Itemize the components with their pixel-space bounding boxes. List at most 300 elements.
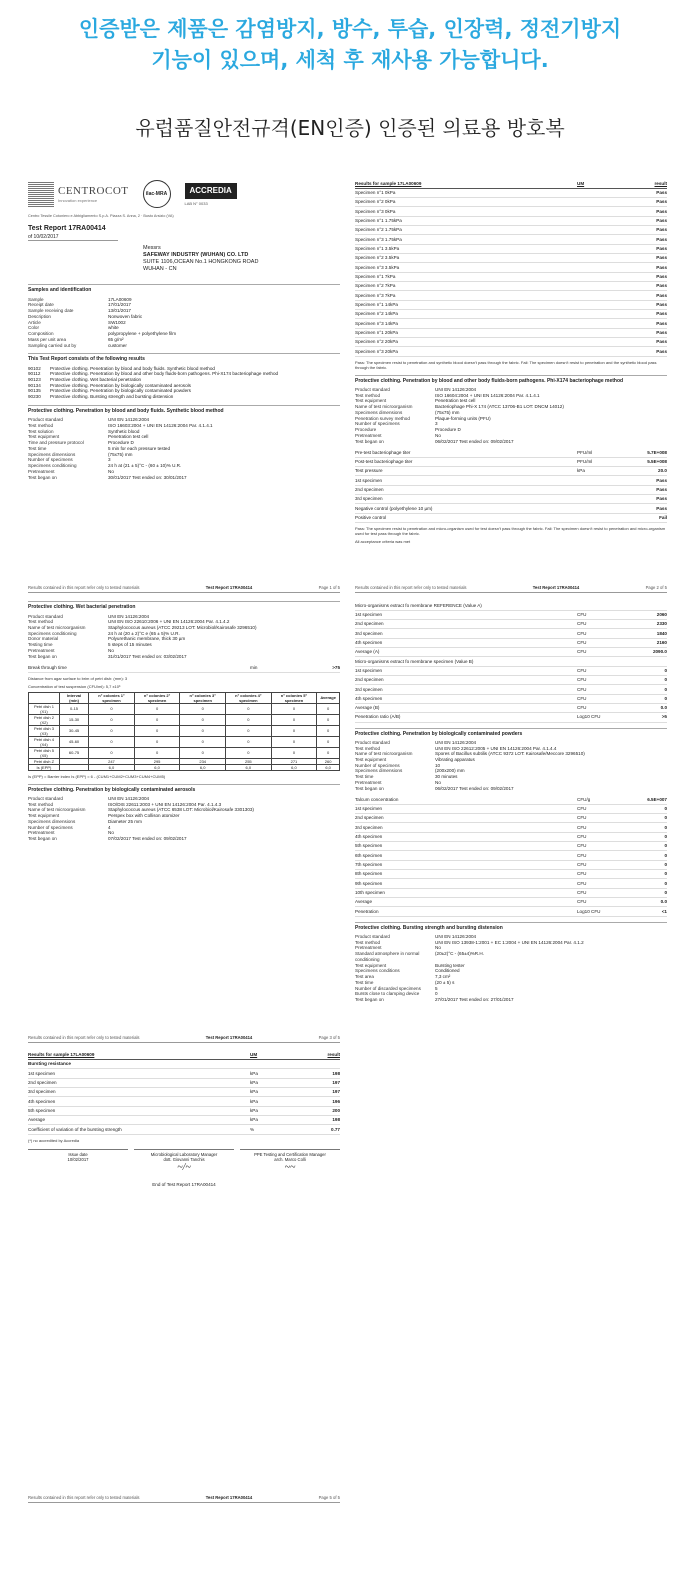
row-unit: Log10 CFU — [577, 907, 627, 916]
header-report: Test Report 17RA00414 — [205, 1035, 253, 1040]
info-value: (75x75) mm — [435, 409, 460, 415]
table-row — [355, 504, 667, 513]
table-row — [355, 897, 667, 906]
grid-cell: Petri dish 5 (X5) — [29, 747, 60, 758]
info-key: Name of test microorganism — [355, 751, 413, 757]
info-key: Sample receiving date — [28, 308, 74, 314]
row-unit — [577, 226, 627, 235]
info-value: Staphylococcus aureus (ATCC 6538 LOT: Microbiol/Kairosafe 3301303) — [108, 807, 254, 813]
info-key: Penetration survey method — [355, 415, 410, 421]
row-label: 4th specimen — [355, 638, 577, 647]
tests-intro: This Test Report consists of the following results — [28, 353, 340, 362]
table-row — [28, 1069, 340, 1078]
synthetic-note: Pass: The specimen resist to penetration and synthetic blood doesn't pass through the fabric. Fail: The specimen doesn't resist to penetration and the synthetic blood pass through the fabric. — [355, 359, 657, 370]
test-item — [28, 394, 340, 400]
table-row — [29, 747, 340, 758]
info-key: Pretreatment — [355, 432, 382, 438]
headline-line1: 인증받은 제품은 감염방지, 방수, 투습, 인장력, 정전기방지 — [78, 17, 622, 41]
grid-cell: 6,0 — [180, 764, 226, 770]
table-row — [29, 736, 340, 747]
table-row — [355, 300, 667, 309]
test-code: 90134 — [28, 382, 41, 388]
info-key: Product standard — [28, 613, 63, 619]
headline — [0, 14, 700, 76]
grid-cell: 0 — [180, 725, 226, 736]
row-label: Average — [355, 897, 577, 906]
report-title: Test Report 17RA00414 — [28, 224, 106, 232]
issue-label: Issue date — [68, 1151, 88, 1157]
grid-cell: 247 — [89, 758, 135, 764]
row-label: 3rd specimen — [355, 629, 577, 638]
bursting-rows — [355, 934, 667, 1003]
row-unit: Log10 CFU — [577, 713, 627, 722]
row-unit: kPa — [250, 1097, 300, 1106]
row-result: 0 — [627, 675, 667, 684]
table-row — [355, 216, 667, 225]
table-row — [355, 842, 667, 851]
info-key: Pretreatment — [28, 647, 55, 653]
row-label: 2nd specimen — [28, 1078, 250, 1087]
row-label: 3rd specimen — [355, 494, 577, 503]
headline-line2: 기능이 있으며, 세척 후 재사용 가능합니다. — [151, 48, 549, 72]
info-key: Number of specimens — [28, 824, 73, 830]
grid-cell: 0 — [180, 703, 226, 714]
phi-note: Pass: The specimen resist to penetration and micro-organism used for test doesn't pass through the fabric. Fail: The specimen doesn't resist to penetration and micro-organism used for test pass through the fabric. — [355, 525, 666, 536]
row-unit — [577, 188, 627, 197]
row-label: 4th specimen — [355, 694, 577, 703]
grid-cell: 6,0 — [134, 764, 180, 770]
row-unit: CFU — [577, 629, 627, 638]
row-label: Specimen n°2 1.75kPa — [355, 226, 577, 235]
grid-cell: 0-15 — [59, 703, 88, 714]
powder-results-table — [355, 795, 667, 916]
info-value: customer — [108, 342, 127, 348]
grid-cell: 0 — [226, 714, 272, 725]
grid-cell: Petri dish 1 (X1) — [29, 703, 60, 714]
info-value: 5 steps of 15 minutes — [108, 642, 152, 648]
info-value: Penetration test cell — [108, 434, 149, 440]
page-number: Page 3 of 5 — [318, 1035, 340, 1040]
row-label: Micro-organisms extract fo membrane specimen (Value B) — [355, 657, 577, 666]
page-number: Page 5 of 5 — [318, 1495, 340, 1500]
info-value: UNI EN 14126:2004 — [435, 739, 477, 745]
row-result: Fail — [627, 513, 667, 522]
bursting-results-table — [28, 1051, 340, 1134]
info-row — [355, 786, 667, 792]
row-label: 4th specimen — [28, 1097, 250, 1106]
grid-cell: Is (EPP) — [29, 764, 60, 770]
grid-cell: 0 — [271, 714, 317, 725]
row-label: Average — [28, 1115, 250, 1124]
info-key: Test method — [355, 939, 381, 945]
table-row — [355, 448, 667, 457]
row-unit — [577, 254, 627, 263]
table-row — [355, 466, 667, 475]
row-unit — [577, 282, 627, 291]
row-label: Specimen n°2 7kPa — [355, 282, 577, 291]
row-result: <1 — [627, 907, 667, 916]
row-unit: CFU — [577, 860, 627, 869]
grid-header-cell: n° colonies 1° specimen — [89, 692, 135, 703]
info-key: Specimens dimensions — [355, 768, 403, 774]
acceptance-note: All acceptance criteria was met — [355, 538, 411, 544]
grid-cell — [59, 764, 88, 770]
info-value: No — [435, 779, 441, 785]
grid-cell: 0 — [226, 747, 272, 758]
info-value: No — [108, 647, 114, 653]
info-value: No — [435, 432, 441, 438]
grid-cell: 0 — [89, 736, 135, 747]
row-label: Specimen n°2 20kPa — [355, 337, 577, 346]
info-key: Pretreatment — [28, 830, 55, 836]
row-label: 6th specimen — [355, 851, 577, 860]
info-key: Pretreatment — [355, 945, 382, 951]
table-row — [355, 226, 667, 235]
row-unit — [577, 337, 627, 346]
row-result: 5.7E+008 — [627, 448, 667, 457]
table-row — [29, 764, 340, 770]
row-result: Pass — [627, 235, 667, 244]
row-label: 1st specimen — [355, 804, 577, 813]
row-label: Average (B) — [355, 703, 577, 712]
grid-cell: 6,0 — [317, 764, 340, 770]
table-row — [355, 254, 667, 263]
info-value: Bacteriophage Phi-X 174 (ATCC 13706-B1 LOT: DNCM 14012) — [435, 404, 564, 410]
break-through-label: Break through time — [28, 663, 250, 672]
row-result: 0 — [627, 685, 667, 694]
row-unit — [577, 504, 627, 513]
header-disclaimer: Results contained in this report refer only to tested materials — [28, 1495, 140, 1500]
ppe-signature: ~~ — [284, 1162, 296, 1174]
aerosol-title: Protective clothing. Penetration by biologically contaminated aerosols — [28, 784, 340, 793]
table-row — [355, 263, 667, 272]
grid-cell: 0 — [271, 747, 317, 758]
ppe-manager-name: arch. Marco Colli — [274, 1156, 306, 1162]
row-result: 200 — [300, 1106, 340, 1115]
grid-cell: 0 — [317, 747, 340, 758]
table-row — [355, 629, 667, 638]
row-result: 0 — [627, 832, 667, 841]
row-label: Specimen n°3 3.5kPa — [355, 263, 577, 272]
row-unit: PFU/ml — [577, 457, 627, 466]
lab-number: LAB N° 0033 — [184, 200, 208, 206]
tests-list — [28, 366, 340, 400]
info-value: Perspex box with Collison atomizer — [108, 813, 180, 819]
row-label: Specimen n°1 14kPa — [355, 300, 577, 309]
row-unit: CFU — [577, 694, 627, 703]
table-row — [28, 1106, 340, 1115]
table-row — [355, 244, 667, 253]
info-value: UNI EN 14126:2004 — [108, 613, 150, 619]
grid-cell: 6,0 — [271, 764, 317, 770]
row-unit: CFU — [577, 823, 627, 832]
micro-manager-title: Microbiological Laboratory Manager — [150, 1151, 218, 1157]
info-value: No — [108, 830, 114, 836]
info-key: Test began on — [28, 653, 57, 659]
row-unit: CFU — [577, 675, 627, 684]
row-label: 2nd specimen — [355, 619, 577, 628]
info-value: 7,3 cm² — [435, 974, 451, 980]
row-result: 0 — [627, 666, 667, 675]
table-row — [355, 638, 667, 647]
info-value: (200x200) mm — [435, 768, 465, 774]
row-result: 2330 — [627, 619, 667, 628]
grid-header-cell: n° colonies 4° specimen — [226, 692, 272, 703]
info-key: Test began on — [355, 438, 384, 444]
micro-manager-box — [134, 1149, 234, 1177]
table-row — [355, 328, 667, 337]
results-header: Results for sample 17LA00609 — [355, 180, 577, 188]
row-result: 2060 — [627, 610, 667, 619]
row-unit — [577, 272, 627, 281]
row-unit: CFU — [577, 842, 627, 851]
info-value: Penetration test cell — [435, 398, 476, 404]
row-unit — [577, 494, 627, 503]
table-row — [355, 823, 667, 832]
row-result: 0.0 — [627, 703, 667, 712]
row-result: Pass — [627, 244, 667, 253]
header-report: Test Report 17RA00414 — [532, 585, 580, 590]
row-label: 3rd specimen — [355, 823, 577, 832]
row-result: 0.77 — [300, 1125, 340, 1134]
grid-cell: 0 — [317, 736, 340, 747]
info-row — [355, 951, 667, 962]
info-key: Test time — [355, 979, 374, 985]
row-unit: CFU — [577, 804, 627, 813]
info-value: (20 ± 5) s — [435, 979, 455, 985]
row-unit: CFU — [577, 870, 627, 879]
wet-bacterial-rows — [28, 614, 340, 660]
grid-cell: 0 — [317, 703, 340, 714]
header-disclaimer: Results contained in this report refer only to tested materials — [355, 585, 467, 590]
row-unit: CFU — [577, 879, 627, 888]
row-result: Pass — [627, 476, 667, 485]
info-row — [28, 836, 340, 842]
table-row — [29, 725, 340, 736]
bursting-section: Bursting resistance — [28, 1059, 340, 1068]
info-key: Test solution — [28, 428, 54, 434]
test-code: 90112 — [28, 371, 41, 377]
powder-rows — [355, 740, 667, 792]
header-disclaimer: Results contained in this report refer only to tested materials — [28, 1035, 140, 1040]
row-result: 0 — [627, 814, 667, 823]
centrocot-grid-icon — [28, 181, 54, 207]
row-result: 0 — [627, 851, 667, 860]
report-date: of 10/02/2017 — [28, 234, 118, 241]
row-unit — [577, 207, 627, 216]
issue-date-box — [28, 1149, 128, 1177]
report-page-2 — [355, 180, 667, 560]
table-row — [355, 337, 667, 346]
micro-manager-name: dott. Giovanni Tanchis — [163, 1156, 205, 1162]
messrs-label: Messrs — [143, 244, 161, 251]
info-key: Specimens conditioning — [28, 630, 77, 636]
row-result: Pass — [627, 494, 667, 503]
grid-cell: 60-75 — [59, 747, 88, 758]
row-result: Pass — [627, 328, 667, 337]
table-row — [355, 282, 667, 291]
table-row — [355, 513, 667, 522]
row-result: Pass — [627, 198, 667, 207]
report-page-1 — [28, 180, 340, 540]
info-value: Conditioned — [435, 968, 460, 974]
row-result — [627, 657, 667, 666]
row-unit — [577, 601, 627, 610]
row-unit — [577, 263, 627, 272]
row-result: Pass — [627, 226, 667, 235]
grid-header-cell: Average — [317, 692, 340, 703]
info-key: Color — [28, 325, 39, 331]
company-name: SAFEWAY INDUSTRY (WUHAN) CO. LTD — [143, 251, 249, 258]
row-unit — [577, 328, 627, 337]
info-key: Product standard — [28, 417, 63, 423]
grid-cell: 0 — [226, 736, 272, 747]
row-result: 0 — [627, 879, 667, 888]
issue-date: 10/02/2017 — [67, 1156, 89, 1162]
table-row — [355, 879, 667, 888]
break-through-unit: min — [250, 663, 300, 672]
row-result: 0 — [627, 694, 667, 703]
grid-cell: 15-30 — [59, 714, 88, 725]
table-row — [355, 795, 667, 804]
row-label: Specimen n°3 20kPa — [355, 347, 577, 356]
row-unit: CFU — [577, 888, 627, 897]
grid-cell: 260 — [317, 758, 340, 764]
row-label: 3rd specimen — [28, 1087, 250, 1096]
row-unit — [577, 198, 627, 207]
table-row — [355, 675, 667, 684]
info-value: UNI EN ISO 13938-1:2001 + EC 1:2004 + UNI EN 14126:2004 Par. 4.1.2 — [435, 939, 584, 945]
unit-header: UM — [250, 1051, 300, 1059]
row-unit: CFU — [577, 832, 627, 841]
info-key: Donor material — [28, 636, 59, 642]
row-label: Coefficient of variation of the bursting strength — [28, 1125, 250, 1134]
page-number: Page 1 of 5 — [318, 585, 340, 590]
test-code: 90123 — [28, 377, 41, 382]
info-key: Mass per unit area — [28, 336, 67, 342]
row-result: Pass — [627, 207, 667, 216]
grid-cell: 0 — [134, 703, 180, 714]
table-row — [355, 319, 667, 328]
row-label: Specimen n°2 14kPa — [355, 310, 577, 319]
grid-cell: 0 — [89, 747, 135, 758]
results-header: Results for sample 17LA00609 — [28, 1051, 250, 1059]
table-row — [355, 703, 667, 712]
test-name: Protective clothing. Penetration by biologically contaminated powders — [50, 388, 191, 394]
info-value: (20±2)°C - (65±4)%R.H. — [435, 951, 484, 957]
info-key: Specimens conditions — [355, 968, 400, 974]
header-report: Test Report 17RA00414 — [205, 1495, 253, 1500]
info-key: Test equipment — [28, 434, 60, 440]
grid-cell: Petri dish 3 (X3) — [29, 725, 60, 736]
grid-cell: Petri dish 2 (X2) — [29, 714, 60, 725]
row-result: 198 — [300, 1115, 340, 1124]
info-key: Product standard — [355, 386, 390, 392]
grid-header-cell: Interval (min) — [59, 692, 88, 703]
info-value: Procedure D — [108, 440, 134, 446]
unit-header: UM — [577, 180, 627, 188]
info-key: Test method — [28, 619, 54, 625]
info-key: Test equipment — [355, 962, 387, 968]
info-value: Diameter 25 mm — [108, 818, 142, 824]
info-value: UNI EN 14126:2004 — [435, 933, 477, 939]
page-header — [28, 585, 340, 593]
bursting-title: Protective clothing. Bursting strength and bursting distension — [355, 922, 667, 931]
info-key: Test method — [28, 801, 54, 807]
micro-signature: ~/~ — [177, 1162, 191, 1174]
row-result: Pass — [627, 337, 667, 346]
grid-cell: 0 — [317, 725, 340, 736]
row-unit: kPa — [577, 466, 627, 475]
powder-title: Protective clothing. Penetration by biologically contaminated powders — [355, 728, 667, 737]
info-key: Name of test microorganism — [28, 807, 86, 813]
info-key: Number of specimens — [355, 421, 400, 427]
table-row — [355, 907, 667, 916]
row-result: 20.0 — [627, 466, 667, 475]
info-value: UNI EN ISO 22610:2006 + UNI EN 14126:2004 Par. 4.1.4.2 — [108, 619, 230, 625]
table-row — [355, 291, 667, 300]
grid-cell: Petri dish 4 (X4) — [29, 736, 60, 747]
table-row — [28, 1115, 340, 1124]
table-row — [355, 310, 667, 319]
table-row — [355, 647, 667, 656]
grid-cell: 0 — [89, 714, 135, 725]
grid-cell: 0 — [134, 714, 180, 725]
info-key: Name of test microorganism — [28, 624, 86, 630]
info-key: Test began on — [355, 996, 384, 1002]
info-key: Number of discarded specimens — [355, 985, 421, 991]
table-row — [355, 666, 667, 675]
info-row — [28, 343, 340, 349]
table-row — [355, 851, 667, 860]
table-row — [355, 657, 667, 666]
concentration-note: Concentration of test suspension (CFU/ml): 5,7 x10⁶ — [28, 683, 121, 689]
row-unit: CFU — [577, 851, 627, 860]
row-unit — [577, 319, 627, 328]
row-label: 10th specimen — [355, 888, 577, 897]
info-key: Article — [28, 319, 41, 325]
info-row — [28, 654, 340, 660]
grid-cell: 0 — [271, 703, 317, 714]
row-unit: CFU — [577, 638, 627, 647]
grid-cell: 0 — [89, 703, 135, 714]
info-value: 65 g/m² — [108, 336, 124, 342]
table-row — [355, 888, 667, 897]
info-value: SW1002 — [108, 319, 126, 325]
break-through-table — [28, 663, 340, 672]
row-unit: CFU — [577, 703, 627, 712]
lab-tag: Innovation experience — [58, 198, 98, 204]
company-address-2: WUHAN - CN — [143, 265, 177, 272]
table-row — [28, 1097, 340, 1106]
info-key: Test began on — [28, 474, 57, 480]
info-key: Specimens dimensions — [355, 409, 403, 415]
info-key: Procedure — [355, 427, 377, 433]
lab-address: Centro Tessile Cotoniero e Abbigliamento S.p.A. Piazza S. Anna, 2 · Busto Arsizio (VA) — [28, 214, 174, 218]
info-key: Test began on — [355, 785, 384, 791]
ppe-manager-box — [240, 1149, 340, 1177]
ppe-manager-title: PPE Testing and Certification Manager — [254, 1151, 326, 1157]
table-row — [355, 870, 667, 879]
info-key: Time and pressure protocol — [28, 440, 84, 446]
row-result: Pass — [627, 291, 667, 300]
info-row — [28, 475, 340, 481]
info-key: Testing time — [28, 642, 53, 648]
row-label: 1st specimen — [355, 666, 577, 675]
row-label: 7th specimen — [355, 860, 577, 869]
row-unit: % — [250, 1125, 300, 1134]
info-key: Sample — [28, 296, 44, 302]
